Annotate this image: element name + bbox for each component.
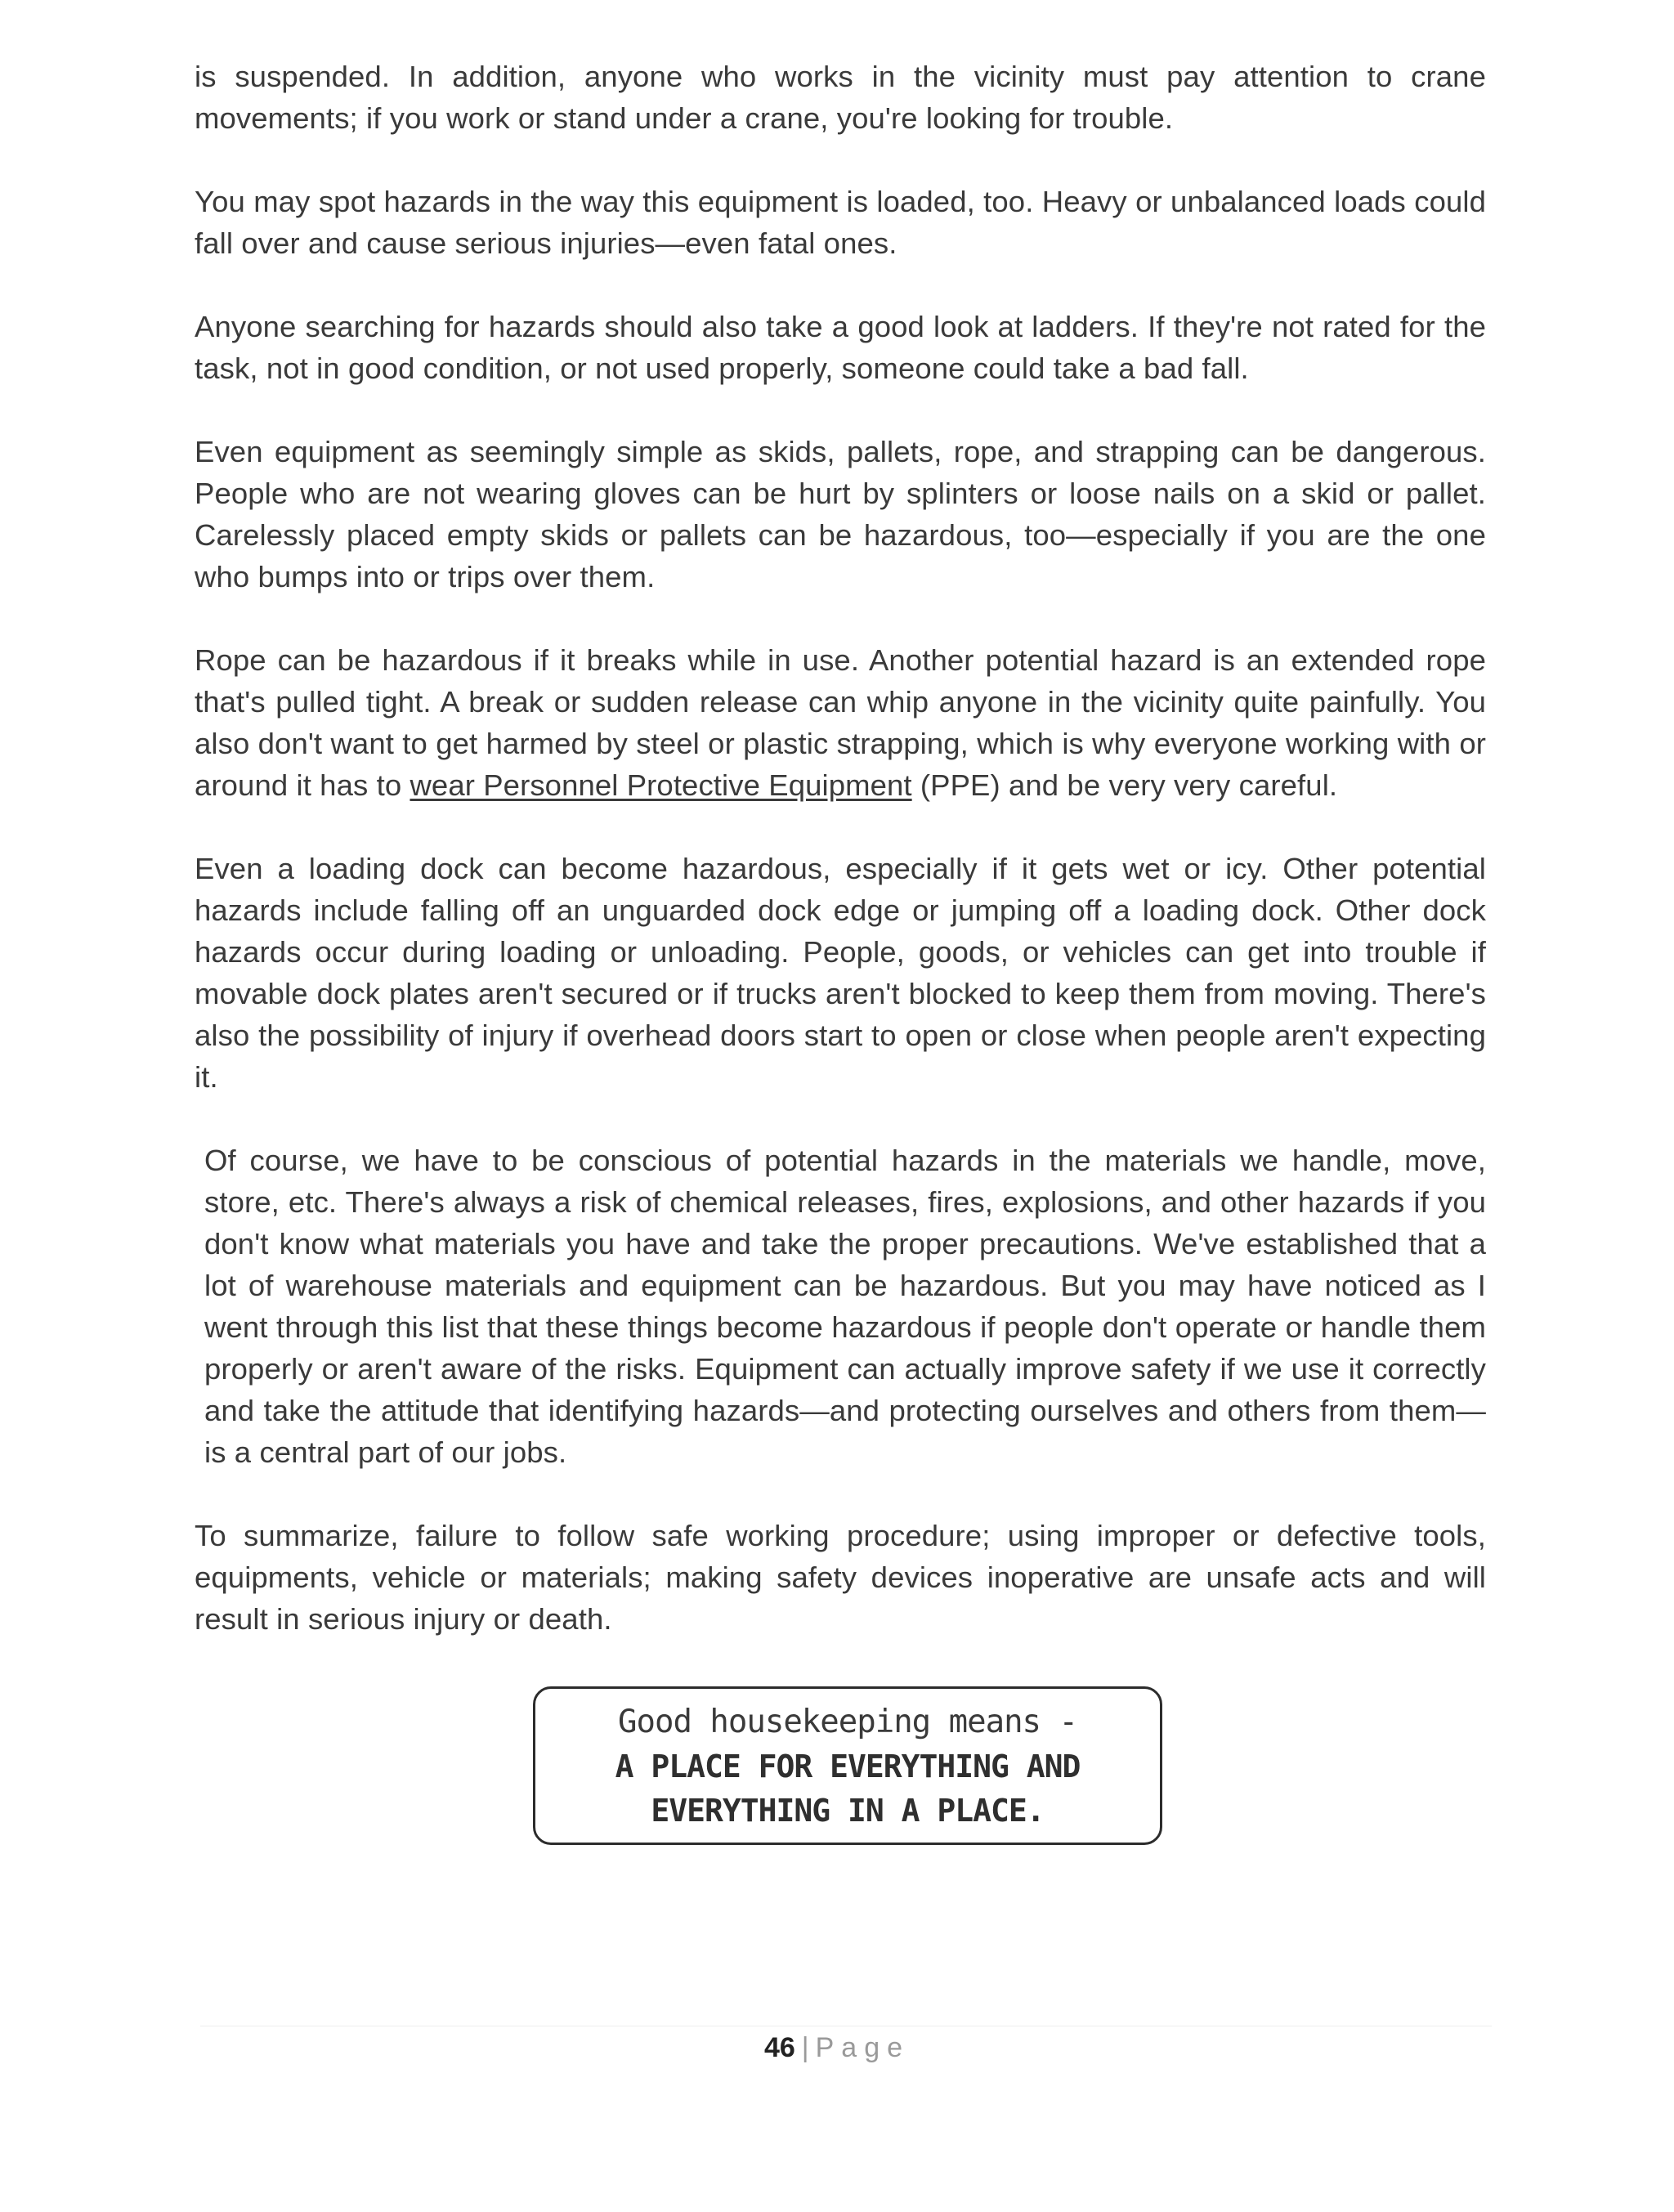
- paragraph-ladders: Anyone searching for hazards should also take a good look at ladders. If they're not rated for the task, not in good condition, or not used properly, someone could take a bad fall.: [195, 310, 1486, 385]
- paragraph-crane: is suspended. In addition, anyone who works in the vicinity must pay attention to crane movements; if you work or stand under a crane, you're looking for trouble.: [195, 60, 1486, 135]
- ppe-link[interactable]: wear Personnel Protective Equipment: [410, 768, 912, 802]
- paragraph-summary: To summarize, failure to follow safe working procedure; using improper or defective tools, equipments, vehicle or materials; making safety devices inoperative are unsafe acts and will result in serious injury or death.: [195, 1519, 1486, 1636]
- page-footer: [0, 2029, 1674, 2066]
- rope-text-after: (PPE) and be very very careful.: [911, 768, 1338, 802]
- page-number: 46: [763, 2032, 795, 2063]
- paragraph-loading: You may spot hazards in the way this equipment is loaded, too. Heavy or unbalanced loads could fall over and cause serious injuries—even fatal ones.: [195, 185, 1486, 260]
- paragraph-rope: [195, 639, 1486, 806]
- paragraph-dock: Even a loading dock can become hazardous, especially if it gets wet or icy. Other potential hazards include falling off an unguarded dock edge or jumping off a loading dock. Other dock hazards occur during loading or unloading. People, goods, or vehicles can get into trouble if movable dock plates aren't secured or if trucks aren't blocked to keep them from moving. There's also the possibility of injury if overhead doors start to open or close when people aren't expecting it.: [195, 852, 1486, 1094]
- rope-text-before: Rope can be hazardous if it breaks while in use. Another potential hazard is an extended rope that's pulled tight. A break or sudden release can whip anyone in the vicinity quite painfully. You also don't want to get harmed by steel or plastic strapping, which is why everyone working with or around it has to: [195, 643, 1486, 802]
- footer-separator: |: [801, 2032, 809, 2063]
- page-label: Page: [815, 2032, 911, 2063]
- paragraph-materials: Of course, we have to be conscious of potential hazards in the materials we handle, move, store, etc. There's always a risk of chemical releases, fires, explosions, and other hazards if you don't know what materials you have and take the proper precautions. We've established that a lot of warehouse materials and equipment can be hazardous. But you may have noticed as I went through this list that these things become hazardous if people don't operate or handle them properly or aren't aware of the risks. Equipment can actually improve safety if we use it correctly and take the attitude that identifying hazards—and protecting ourselves and others from them—is a central part of our jobs.: [204, 1144, 1486, 1469]
- callout-line-3: EVERYTHING IN A PLACE.: [651, 1793, 1045, 1829]
- callout-line-2: A PLACE FOR EVERYTHING AND: [615, 1749, 1081, 1784]
- callout-line-1: Good housekeeping means -: [618, 1704, 1077, 1740]
- paragraph-skids: Even equipment as seemingly simple as skids, pallets, rope, and strapping can be dangerous. People who are not wearing gloves can be hurt by splinters or loose nails on a skid or pallet. Carelessly placed empty skids or pallets can be hazardous, too—especially if you are the one who bumps into or trips over them.: [195, 435, 1486, 593]
- housekeeping-callout: [533, 1686, 1162, 1845]
- document-body: [195, 56, 1486, 1681]
